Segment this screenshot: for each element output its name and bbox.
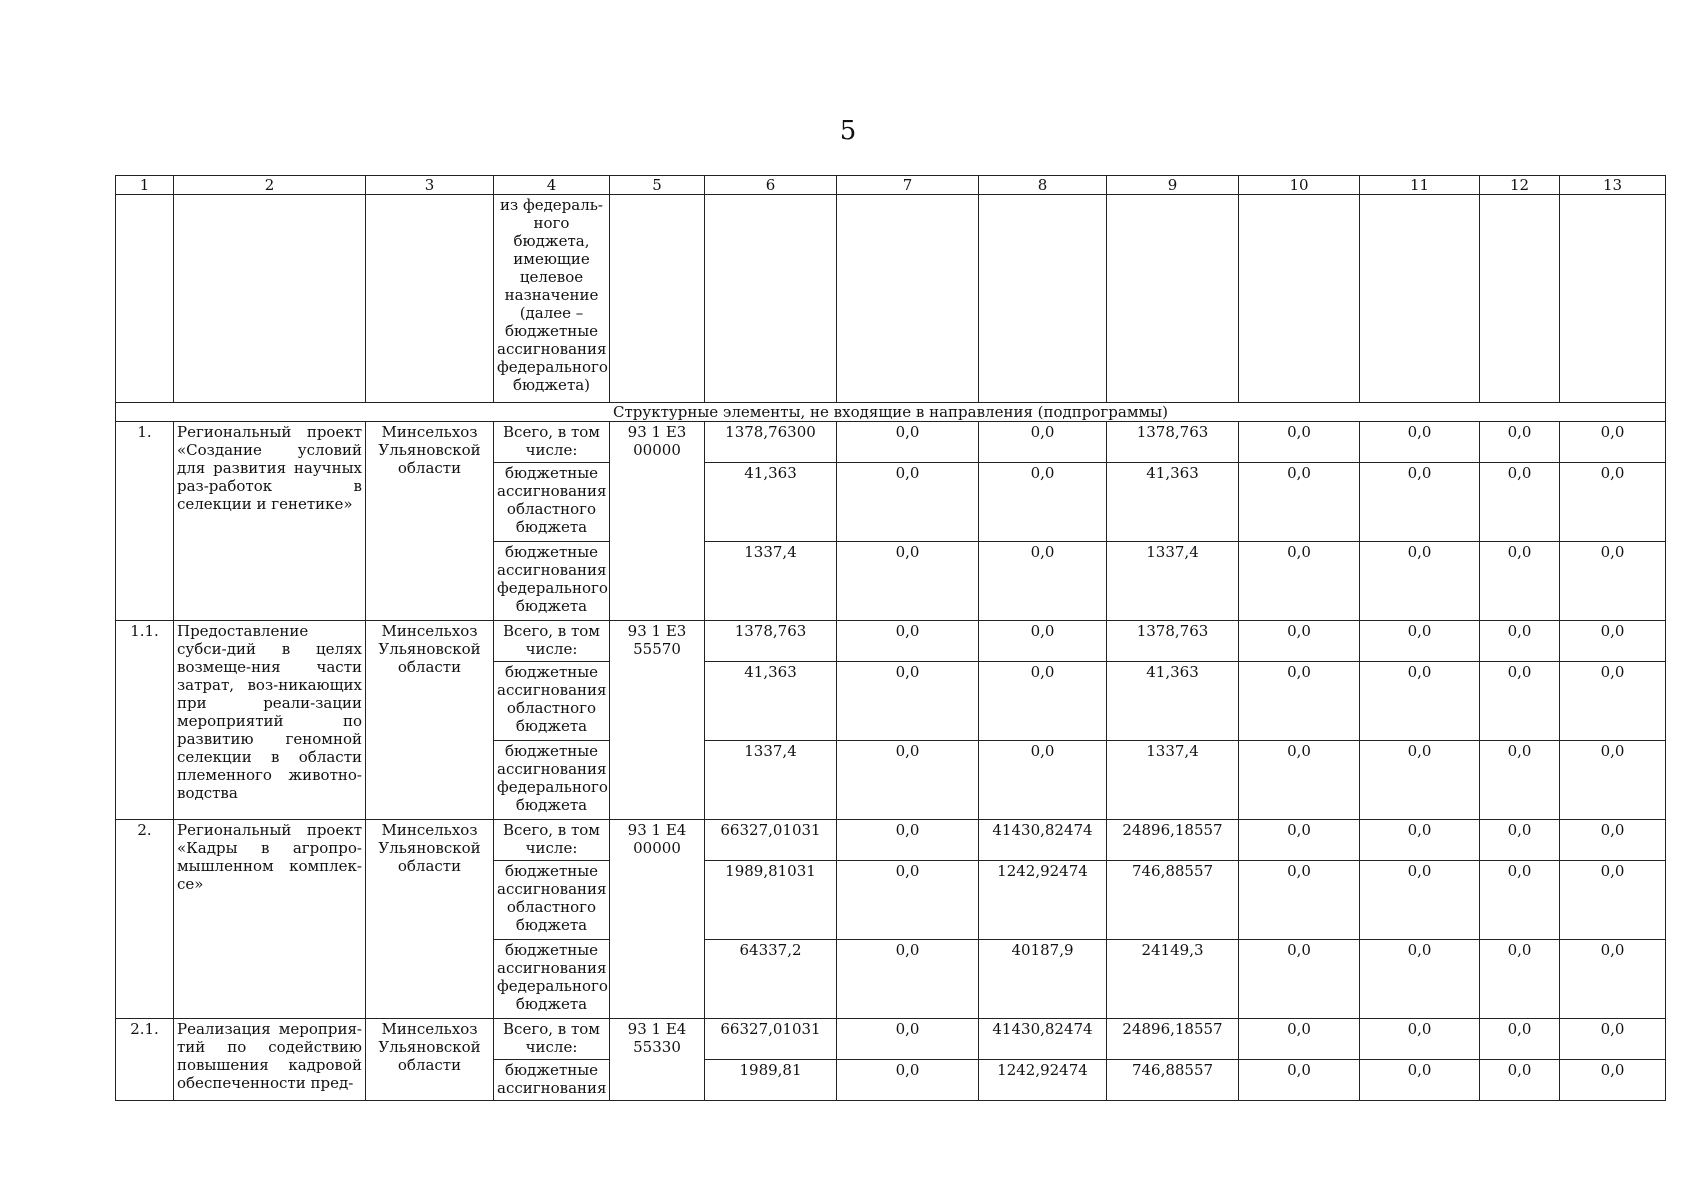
- value-cell: 0,0: [1480, 662, 1560, 741]
- value-cell: 0,0: [1480, 1019, 1560, 1060]
- value-cell: 0,0: [1360, 662, 1480, 741]
- column-header: 5: [610, 176, 705, 195]
- row-executor: Минсельхоз Ульяновской области: [366, 1019, 494, 1101]
- value-cell: 0,0: [979, 662, 1107, 741]
- value-cell: 0,0: [979, 422, 1107, 463]
- value-cell: 1337,4: [705, 741, 837, 820]
- source-label: бюджетные ассигнования федерального бюджета: [494, 940, 610, 1019]
- value-cell: 0,0: [979, 542, 1107, 621]
- source-label: бюджетные ассигнования областного бюджета: [494, 662, 610, 741]
- value-cell: 0,0: [837, 463, 979, 542]
- column-header: 10: [1239, 176, 1360, 195]
- row-executor: Минсельхоз Ульяновской области: [366, 621, 494, 820]
- value-cell: 41430,82474: [979, 1019, 1107, 1060]
- column-header: 2: [174, 176, 366, 195]
- value-cell: 24896,18557: [1107, 820, 1239, 861]
- value-cell: 0,0: [1480, 940, 1560, 1019]
- value-cell: 0,0: [979, 463, 1107, 542]
- source-label: бюджетные ассигнования областного бюджета: [494, 463, 610, 542]
- row-code: 93 1 E3 00000: [610, 422, 705, 621]
- value-cell: 746,88557: [1107, 1060, 1239, 1101]
- value-cell: 41430,82474: [979, 820, 1107, 861]
- value-cell: 0,0: [1560, 463, 1666, 542]
- value-cell: 1378,763: [1107, 422, 1239, 463]
- column-header: 13: [1560, 176, 1666, 195]
- value-cell: 0,0: [1480, 422, 1560, 463]
- value-cell: 0,0: [1560, 820, 1666, 861]
- value-cell: 0,0: [1360, 422, 1480, 463]
- table-row: [116, 422, 1666, 463]
- value-cell: 0,0: [837, 940, 979, 1019]
- value-cell: 0,0: [1560, 621, 1666, 662]
- value-cell: 0,0: [1239, 422, 1360, 463]
- row-number: 1.: [116, 422, 174, 621]
- column-header: 9: [1107, 176, 1239, 195]
- value-cell: 1378,763: [705, 621, 837, 662]
- row-code: 93 1 E3 55570: [610, 621, 705, 820]
- value-cell: 0,0: [1360, 463, 1480, 542]
- row-executor: Минсельхоз Ульяновской области: [366, 422, 494, 621]
- value-cell: 1337,4: [1107, 542, 1239, 621]
- value-cell: 0,0: [1239, 741, 1360, 820]
- section-row: [116, 403, 1666, 422]
- value-cell: 0,0: [1480, 542, 1560, 621]
- value-cell: 0,0: [1560, 662, 1666, 741]
- value-cell: 0,0: [837, 1060, 979, 1101]
- row-code: 93 1 E4 55330: [610, 1019, 705, 1101]
- column-header: 8: [979, 176, 1107, 195]
- value-cell: 1378,763: [1107, 621, 1239, 662]
- value-cell: 1337,4: [705, 542, 837, 621]
- source-label: Всего, в том числе:: [494, 422, 610, 463]
- section-title: Структурные элементы, не входящие в направления (подпрограммы): [116, 403, 1666, 422]
- value-cell: 0,0: [837, 422, 979, 463]
- table-row: [116, 820, 1666, 861]
- value-cell: 0,0: [979, 741, 1107, 820]
- row-name: Предоставление субси-дий в целях возмеще-ния части затрат, воз-никающих при реали-зации мероприятий по развитию геномной селекции в области племенного животно-водства: [174, 621, 366, 820]
- value-cell: 0,0: [1560, 741, 1666, 820]
- value-cell: 0,0: [1239, 1060, 1360, 1101]
- row-name: Реализация мероприя-тий по содействию повышения кадровой обеспеченности пред-: [174, 1019, 366, 1101]
- source-label: бюджетные ассигнования федерального бюджета: [494, 741, 610, 820]
- value-cell: 0,0: [1239, 820, 1360, 861]
- source-label: бюджетные ассигнования федерального бюджета: [494, 542, 610, 621]
- source-label: из федераль-ного бюджета, имеющие целевое назначение (далее – бюджетные ассигнования федерального бюджета): [494, 195, 610, 403]
- value-cell: 64337,2: [705, 940, 837, 1019]
- value-cell: 0,0: [1560, 940, 1666, 1019]
- value-cell: 0,0: [1239, 542, 1360, 621]
- value-cell: 0,0: [837, 1019, 979, 1060]
- value-cell: 0,0: [1239, 861, 1360, 940]
- value-cell: 0,0: [1560, 1019, 1666, 1060]
- source-label: Всего, в том числе:: [494, 621, 610, 662]
- value-cell: 24149,3: [1107, 940, 1239, 1019]
- budget-table: [115, 175, 1666, 1101]
- value-cell: 0,0: [1360, 861, 1480, 940]
- value-cell: 0,0: [1560, 422, 1666, 463]
- value-cell: 66327,01031: [705, 1019, 837, 1060]
- row-number: 2.: [116, 820, 174, 1019]
- value-cell: 41,363: [705, 463, 837, 542]
- value-cell: 41,363: [1107, 662, 1239, 741]
- column-header: 4: [494, 176, 610, 195]
- value-cell: 0,0: [1239, 621, 1360, 662]
- row-name: Региональный проект «Кадры в агропро-мышленном комплек-се»: [174, 820, 366, 1019]
- value-cell: 0,0: [1480, 820, 1560, 861]
- value-cell: 746,88557: [1107, 861, 1239, 940]
- value-cell: 0,0: [979, 621, 1107, 662]
- value-cell: 0,0: [1239, 940, 1360, 1019]
- row-number: 1.1.: [116, 621, 174, 820]
- value-cell: 0,0: [1480, 463, 1560, 542]
- page-number: 5: [839, 116, 857, 146]
- value-cell: 0,0: [1239, 463, 1360, 542]
- value-cell: 0,0: [1560, 861, 1666, 940]
- value-cell: 0,0: [837, 621, 979, 662]
- row-executor: Минсельхоз Ульяновской области: [366, 820, 494, 1019]
- value-cell: 0,0: [1360, 542, 1480, 621]
- continuation-row: [116, 195, 1666, 403]
- row-code: 93 1 E4 00000: [610, 820, 705, 1019]
- value-cell: 0,0: [1480, 1060, 1560, 1101]
- value-cell: 0,0: [1239, 662, 1360, 741]
- table-row: [116, 1019, 1666, 1060]
- value-cell: 40187,9: [979, 940, 1107, 1019]
- value-cell: 0,0: [1360, 741, 1480, 820]
- source-label: бюджетные ассигнования: [494, 1060, 610, 1101]
- column-header: 12: [1480, 176, 1560, 195]
- source-label: Всего, в том числе:: [494, 1019, 610, 1060]
- value-cell: 0,0: [1360, 820, 1480, 861]
- column-header: 6: [705, 176, 837, 195]
- value-cell: 1337,4: [1107, 741, 1239, 820]
- column-header: 11: [1360, 176, 1480, 195]
- value-cell: 0,0: [837, 861, 979, 940]
- value-cell: 0,0: [1239, 1019, 1360, 1060]
- value-cell: 1242,92474: [979, 861, 1107, 940]
- header-row: [116, 176, 1666, 195]
- value-cell: 0,0: [837, 662, 979, 741]
- value-cell: 0,0: [1560, 1060, 1666, 1101]
- value-cell: 0,0: [837, 741, 979, 820]
- value-cell: 41,363: [705, 662, 837, 741]
- table-row: [116, 621, 1666, 662]
- row-name: Региональный проект «Создание условий для развития научных раз-работок в селекции и генетике»: [174, 422, 366, 621]
- value-cell: 0,0: [837, 820, 979, 861]
- value-cell: 0,0: [1560, 542, 1666, 621]
- column-header: 1: [116, 176, 174, 195]
- value-cell: 66327,01031: [705, 820, 837, 861]
- value-cell: 24896,18557: [1107, 1019, 1239, 1060]
- value-cell: 1989,81031: [705, 861, 837, 940]
- source-label: Всего, в том числе:: [494, 820, 610, 861]
- value-cell: 1989,81: [705, 1060, 837, 1101]
- value-cell: 0,0: [1480, 741, 1560, 820]
- column-header: 7: [837, 176, 979, 195]
- source-label: бюджетные ассигнования областного бюджета: [494, 861, 610, 940]
- value-cell: 1242,92474: [979, 1060, 1107, 1101]
- row-number: 2.1.: [116, 1019, 174, 1101]
- value-cell: 0,0: [1360, 940, 1480, 1019]
- value-cell: 0,0: [1360, 1019, 1480, 1060]
- value-cell: 0,0: [1360, 621, 1480, 662]
- value-cell: 1378,76300: [705, 422, 837, 463]
- value-cell: 0,0: [1360, 1060, 1480, 1101]
- column-header: 3: [366, 176, 494, 195]
- value-cell: 41,363: [1107, 463, 1239, 542]
- value-cell: 0,0: [837, 542, 979, 621]
- value-cell: 0,0: [1480, 861, 1560, 940]
- value-cell: 0,0: [1480, 621, 1560, 662]
